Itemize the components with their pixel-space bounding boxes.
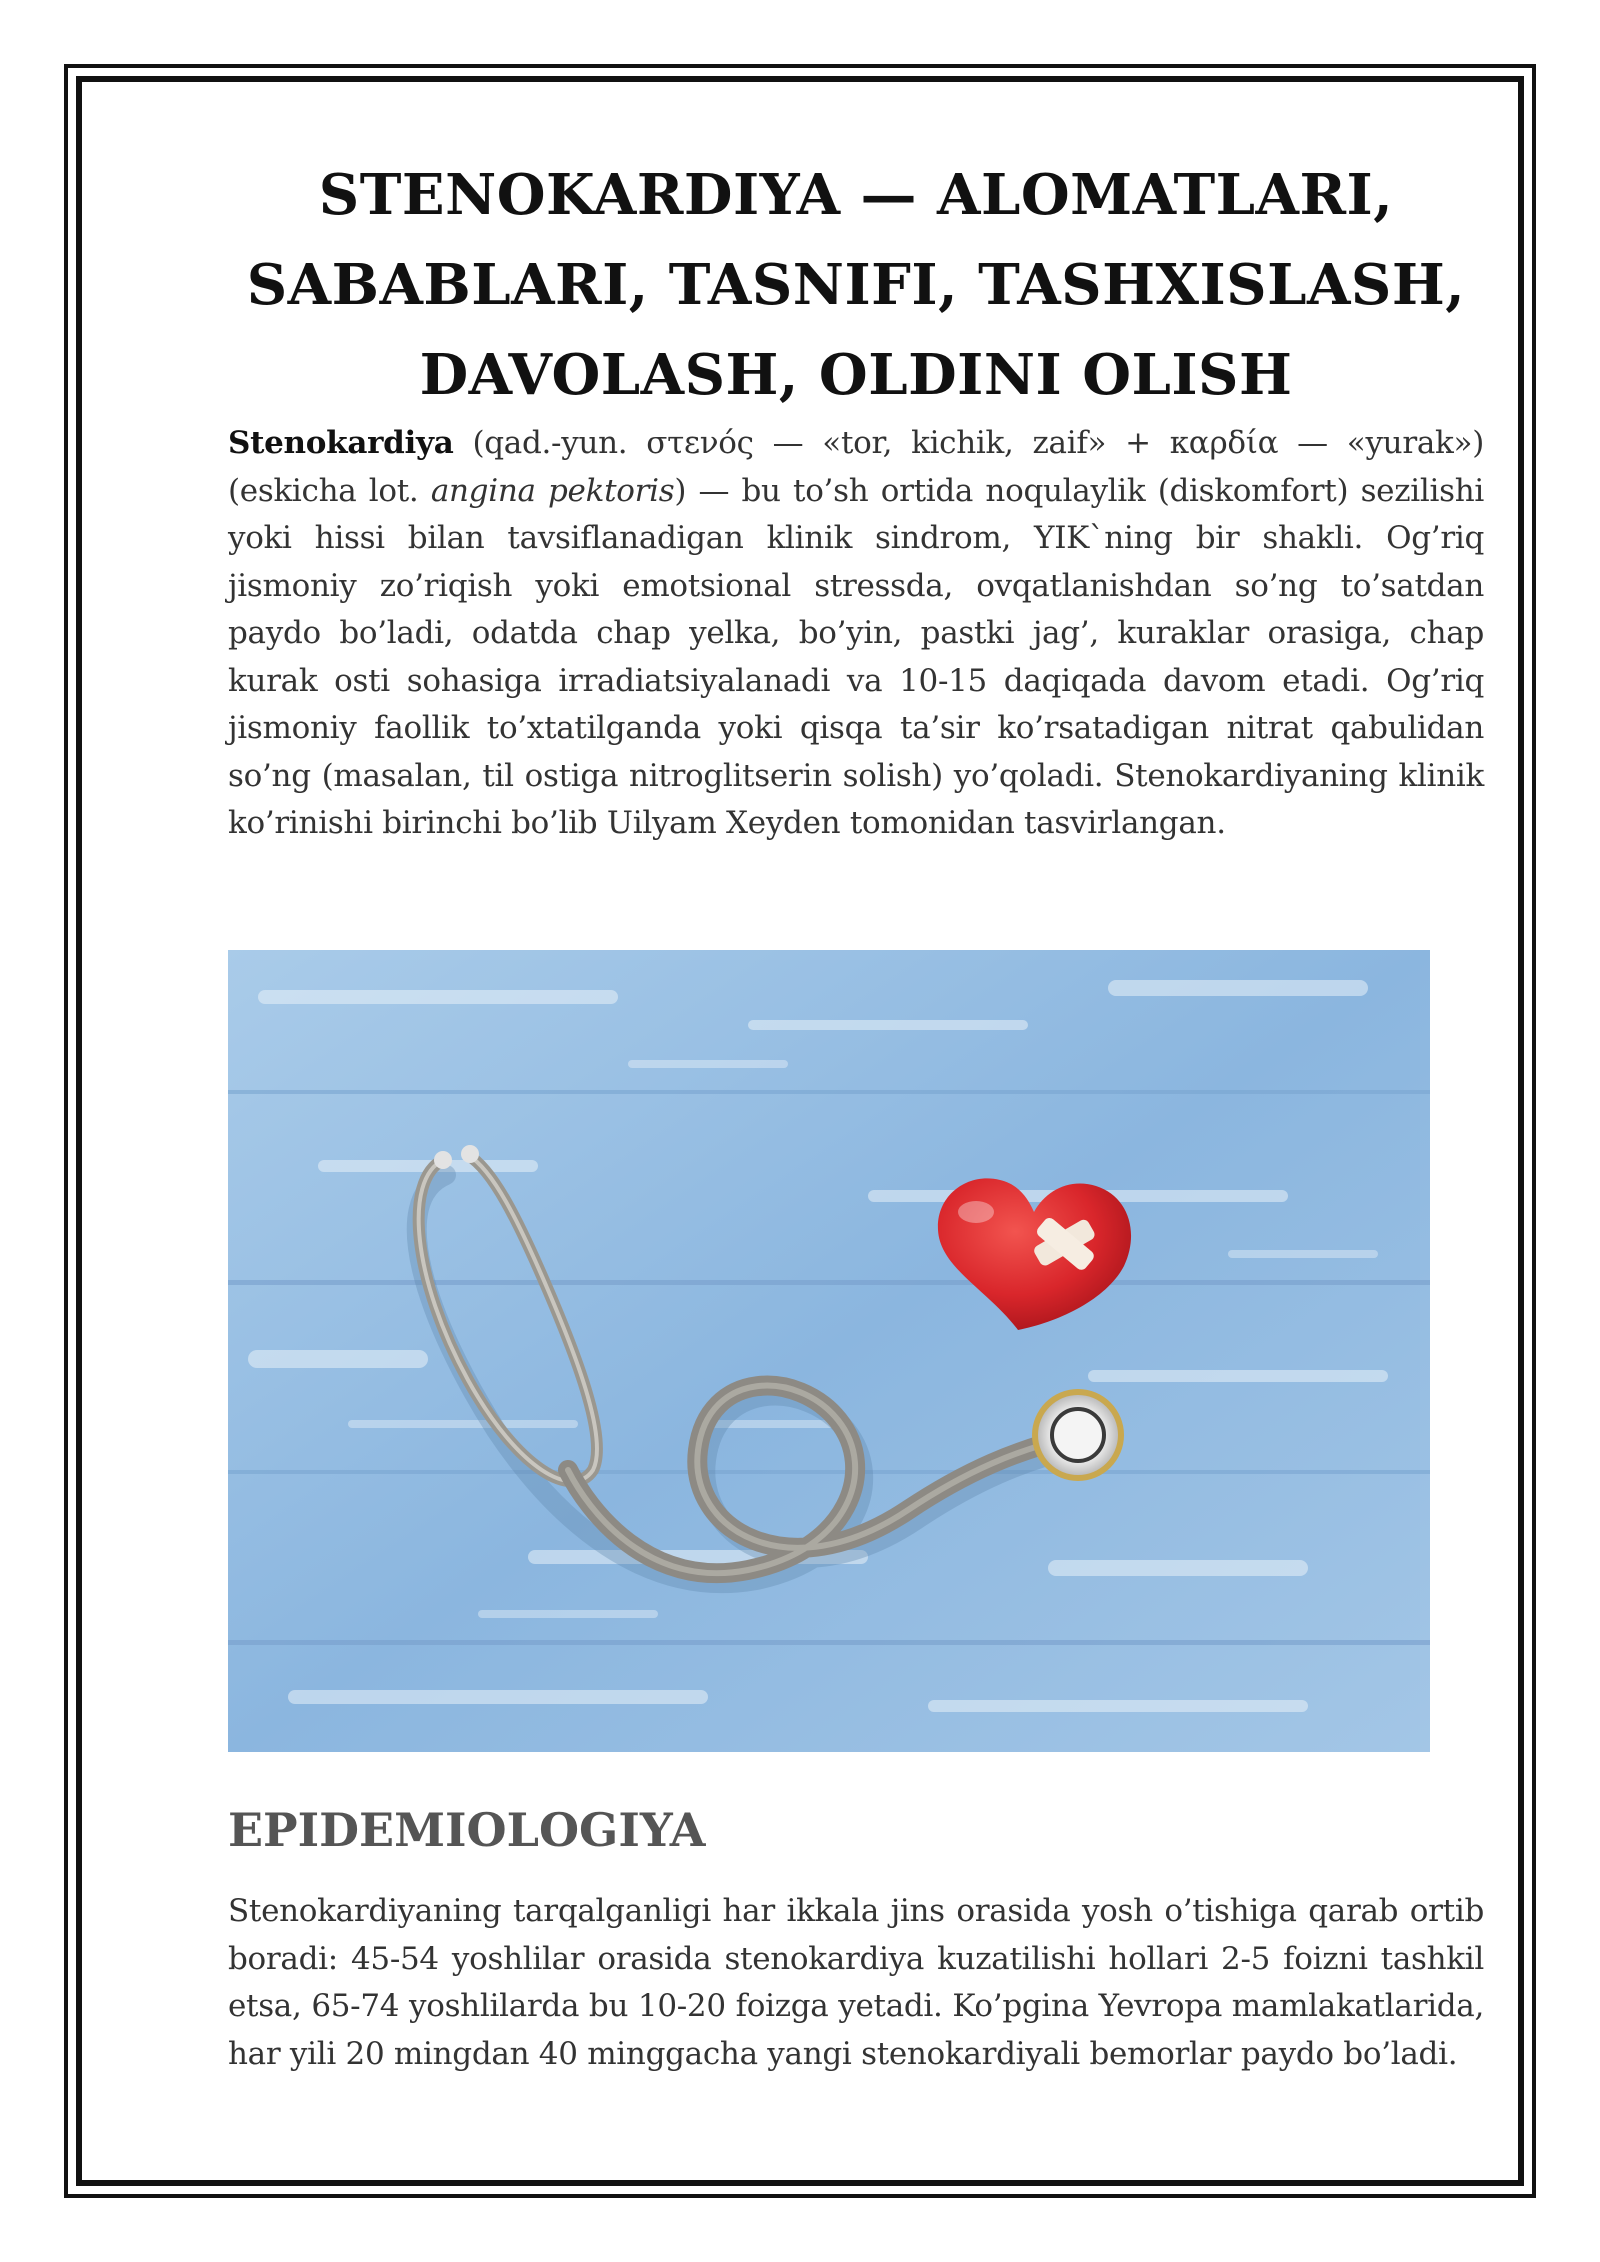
intro-paragraph (228, 420, 1484, 848)
intro-text-1: (qad.-yun. στενός — «tor, kichik, zaif» + καρδία — «yurak») (eskicha lot. (228, 425, 1484, 509)
section-heading-epidemiology: EPIDEMIOLOGIYA (228, 1803, 706, 1857)
page-title (228, 150, 1484, 420)
stethoscope-heart-photo (228, 950, 1430, 1752)
epidemiology-section (228, 1888, 1484, 2078)
title-line-3: DAVOLASH, OLDINI OLISH (419, 342, 1293, 408)
intro-latin-term: angina pektoris (430, 472, 675, 509)
epidemiology-paragraph: Stenokardiyaning tarqalganligi har ikkala jins orasida yosh o’tishiga qarab ortib boradi: 45-54 yoshlilar orasida stenokardiya kuzatilishi hollari 2-5 foizni tashkil etsa, 65-74 yoshlilarda bu 10-20 foizga yetadi. Ko’pgina Yevropa mamlakatlarida, har yili 20 mingdan 40 minggacha yangi stenokardiyali bemorlar paydo bo’ladi. (228, 1893, 1484, 2072)
article (228, 150, 1484, 848)
title-line-2: SABABLARI, TASNIFI, TASHXISLASH, (246, 252, 1466, 318)
title-line-1: STENOKARDIYA — ALOMATLARI, (318, 162, 1394, 228)
intro-text-2: ) — bu to’sh ortida noqulaylik (diskomfort) sezilishi yoki hissi bilan tavsiflanadigan klinik sindrom, YIK`ning bir shakli. Og’riq jismoniy zo’riqish yoki emotsional stressda, ovqatlanishdan so’ng to’satdan paydo bo’ladi, odatda chap yelka, bo’yin, pastki jag’, kuraklar orasiga, chap kurak osti sohasiga irradiatsiyalanadi va 10-15 daqiqada davom etadi. Og’riq jismoniy faollik to’xtatilganda yoki qisqa ta’sir ko’rsatadigan nitrat qabulidan so’ng (masalan, til ostiga nitroglitserin solish) yo’qoladi. Stenokardiyaning klinik ko’rinishi birinchi bo’lib Uilyam Xeyden tomonidan tasvirlangan. (228, 472, 1484, 841)
intro-term: Stenokardiya (228, 425, 454, 461)
photo-illustration (228, 950, 1430, 1752)
